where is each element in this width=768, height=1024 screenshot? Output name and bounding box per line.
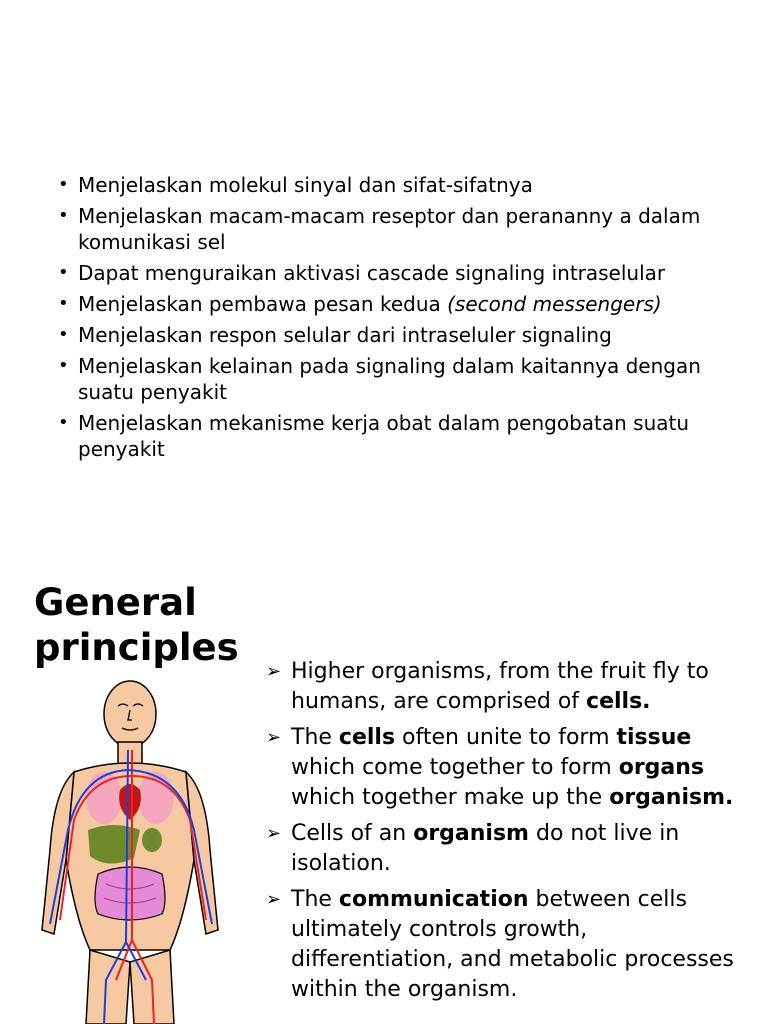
- bullet-icon: •: [58, 293, 69, 314]
- bullet-icon: •: [58, 355, 69, 376]
- left-lung-shape: [86, 772, 122, 824]
- list-item: • Menjelaskan mekanisme kerja obat dalam pengobatan suatu penyakit: [58, 411, 690, 461]
- list-item: ➢ The cells often unite to form tissue which come together to form organs which together make up the organism.: [266, 725, 734, 810]
- list-item: • Menjelaskan respon selular dari intraseluler signaling: [58, 323, 612, 347]
- head-shape: [104, 681, 156, 747]
- bullet-icon: •: [58, 324, 69, 345]
- arrow-bullet-icon: ➢: [266, 661, 282, 682]
- slide-subtitle: SIGNALING MECHANISM, SIGNAL MOLECULES, RECEPTORS, SIGNAL TRANSDUCTION, 2ND MESSANGER, INTEGRATION SIGNAL, DEFECT OF SIGNALING PATHWAY: [91, 65, 677, 125]
- section-title: General principles: [34, 581, 239, 669]
- neck-shape: [118, 742, 142, 764]
- slide-title: CELL SIGNALING: [259, 24, 509, 59]
- human-anatomy-illustration: [34, 680, 220, 1024]
- list-item: • Menjelaskan molekul sinyal dan sifat-sifatnya: [58, 173, 533, 197]
- slide-general-principles: [0, 560, 768, 1024]
- learning-objective-heading: LEARNING OBJECTIVE: [308, 148, 460, 164]
- list-item: ➢ Higher organisms, from the fruit fly to humans, are comprised of cells.: [266, 659, 709, 714]
- principles-list: [266, 657, 746, 1011]
- bullet-icon: •: [58, 412, 69, 433]
- bullet-icon: •: [58, 262, 69, 283]
- intestine-shape: [95, 867, 165, 920]
- bullet-icon: •: [58, 174, 69, 195]
- list-item: • Menjelaskan pembawa pesan kedua (second messengers): [58, 292, 662, 316]
- list-item: ➢ Cells of an organism do not live in isolation.: [266, 821, 680, 876]
- list-item: • Menjelaskan macam-macam reseptor dan perananny a dalam komunikasi sel: [58, 204, 701, 254]
- arrow-bullet-icon: ➢: [266, 889, 282, 910]
- bullet-icon: •: [58, 205, 69, 226]
- italic-note: (second messengers): [447, 292, 662, 316]
- arrow-bullet-icon: ➢: [266, 823, 282, 844]
- list-item: • Menjelaskan kelainan pada signaling dalam kaitannya dengan suatu penyakit: [58, 354, 701, 404]
- list-item: ➢ The communication between cells ultimately controls growth, differentiation, and metabolic processes within the organism.: [266, 887, 734, 1002]
- list-item: • Dapat menguraikan aktivasi cascade signaling intraselular: [58, 261, 666, 285]
- arrow-bullet-icon: ➢: [266, 727, 282, 748]
- stomach-shape: [142, 828, 162, 852]
- objective-list: [58, 172, 738, 467]
